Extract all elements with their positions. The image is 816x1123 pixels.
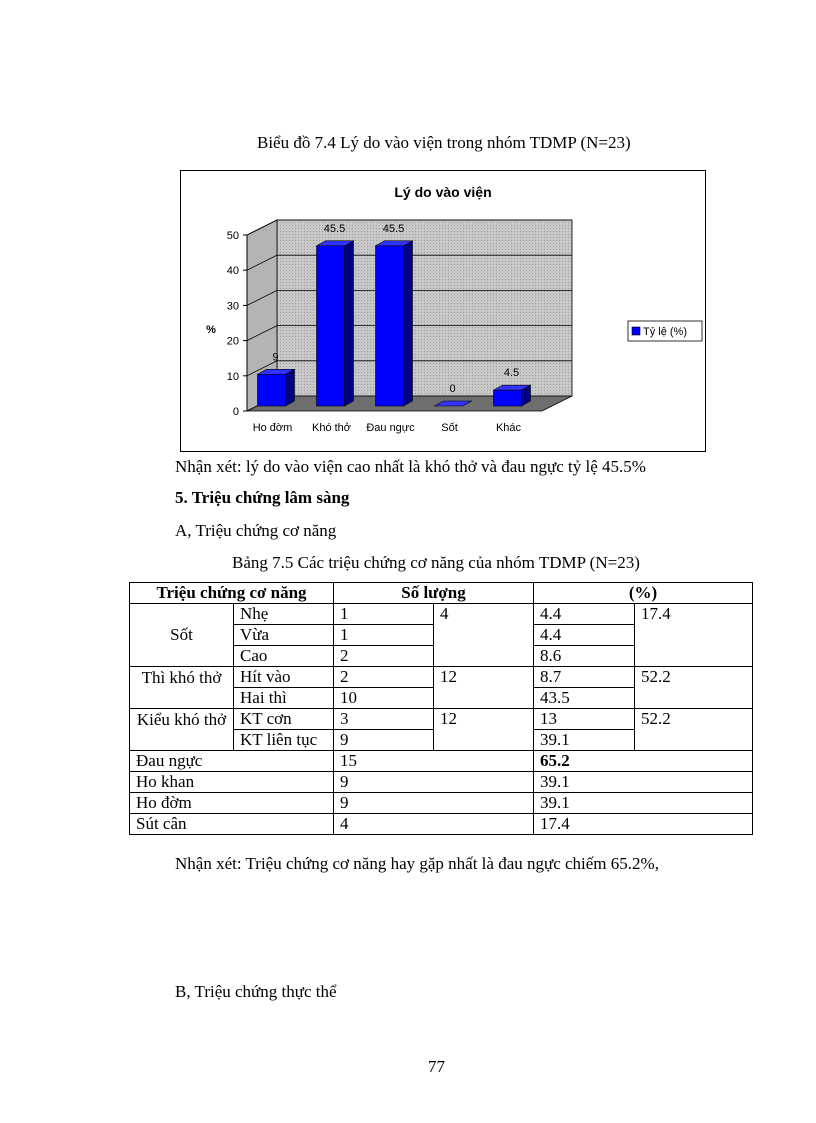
chart-caption: Biểu đồ 7.4 Lý do vào viện trong nhóm TDMP (N=23) [257,133,631,152]
y-axis-label: % [206,324,216,336]
cell-count: 10 [334,688,434,709]
cell-pct: 39.1 [534,793,753,814]
bar-side [286,369,295,406]
section-b-title: B, Triệu chứng thực thể [175,982,337,1001]
cell-total: 12 [434,709,534,751]
y-tick-label: 40 [226,265,239,278]
page-number: 77 [428,1057,445,1076]
cell-label: Nhẹ [234,604,334,625]
legend-label: Tỷ lệ (%) [643,326,687,338]
table-row [130,793,753,814]
bar-chart [181,171,705,451]
cell-label: Cao [234,646,334,667]
chart-container [180,170,706,452]
table-row [130,772,753,793]
cell-label: Hai thì [234,688,334,709]
cell-total-pct: 17.4 [635,604,753,667]
cell-label: Ho đờm [130,793,334,814]
y-tick-label: 10 [226,370,239,383]
cell-count: 2 [334,646,434,667]
table-row [130,604,753,625]
cell-count: 9 [334,730,434,751]
cell-total: 12 [434,667,534,709]
table-row [130,814,753,835]
cell-label: Ho khan [130,772,334,793]
y-tick-label: 50 [226,230,239,242]
group-thi-kho-tho: Thì khó thở [130,667,234,709]
header-pct: (%) [534,583,753,604]
y-tick-label: 20 [226,335,239,348]
legend-swatch [632,327,640,335]
data-label: 0 [449,383,456,395]
cell-count: 4 [334,814,534,835]
cell-count: 9 [334,793,534,814]
cell-total-pct: 52.2 [635,667,753,709]
x-tick-label: Đau ngực [366,422,415,434]
cell-label: Sút cân [130,814,334,835]
group-sot: Sốt [130,604,234,667]
cell-count: 1 [334,625,434,646]
group-kieu-kho-tho: Kiểu khó thở [130,709,234,751]
table-row [130,667,753,688]
cell-pct: 17.4 [534,814,753,835]
y-tick-label: 0 [232,406,239,418]
cell-count: 15 [334,751,534,772]
cell-label: Hít vào [234,667,334,688]
chart-title: Lý do vào viện [394,184,492,200]
cell-pct: 39.1 [534,772,753,793]
cell-pct: 65.2 [534,751,753,772]
cell-pct: 39.1 [534,730,635,751]
cell-label: KT cơn [234,709,334,730]
cell-pct: 43.5 [534,688,635,709]
x-tick-label: Khác [495,422,522,434]
y-tick-label: 30 [226,300,239,313]
cell-total: 4 [434,604,534,667]
header-count: Số lượng [334,583,534,604]
data-label: 9 [272,351,279,364]
bar [258,374,286,406]
remark-chart: Nhận xét: lý do vào viện cao nhất là khó thở và đau ngực tỷ lệ 45.5% [175,457,646,476]
cell-label: Vừa [234,625,334,646]
bar-side [404,241,413,406]
cell-pct: 8.7 [534,667,635,688]
cell-total-pct: 52.2 [635,709,753,751]
table-row [130,709,753,730]
cell-pct: 8.6 [534,646,635,667]
bar [317,246,345,406]
data-label: 45.5 [323,222,346,235]
cell-label: KT liên tục [234,730,334,751]
cell-pct: 13 [534,709,635,730]
x-tick-label: Ho đờm [252,422,293,434]
data-label: 4.5 [503,367,520,380]
x-tick-label: Khó thở [311,422,352,434]
cell-count: 2 [334,667,434,688]
cell-count: 9 [334,772,534,793]
remark-table: Nhận xét: Triệu chứng cơ năng hay gặp nhất là đau ngực chiếm 65.2%, [175,854,659,873]
symptom-table [129,582,753,835]
section-a-title: A, Triệu chứng cơ năng [175,521,337,540]
bar-side [345,241,354,406]
bar [494,390,522,406]
cell-count: 3 [334,709,434,730]
x-tick-label: Sốt [441,422,458,434]
bar [376,246,404,406]
header-symptom: Triệu chứng cơ năng [130,583,334,604]
cell-count: 1 [334,604,434,625]
data-label: 45.5 [382,222,405,235]
section-5-title: 5. Triệu chứng lâm sàng [175,488,350,507]
table-header-row [130,583,753,604]
table-caption: Bảng 7.5 Các triệu chứng cơ năng của nhóm TDMP (N=23) [232,553,640,572]
table-row [130,751,753,772]
cell-label: Đau ngực [130,751,334,772]
cell-pct: 4.4 [534,625,635,646]
cell-pct: 4.4 [534,604,635,625]
